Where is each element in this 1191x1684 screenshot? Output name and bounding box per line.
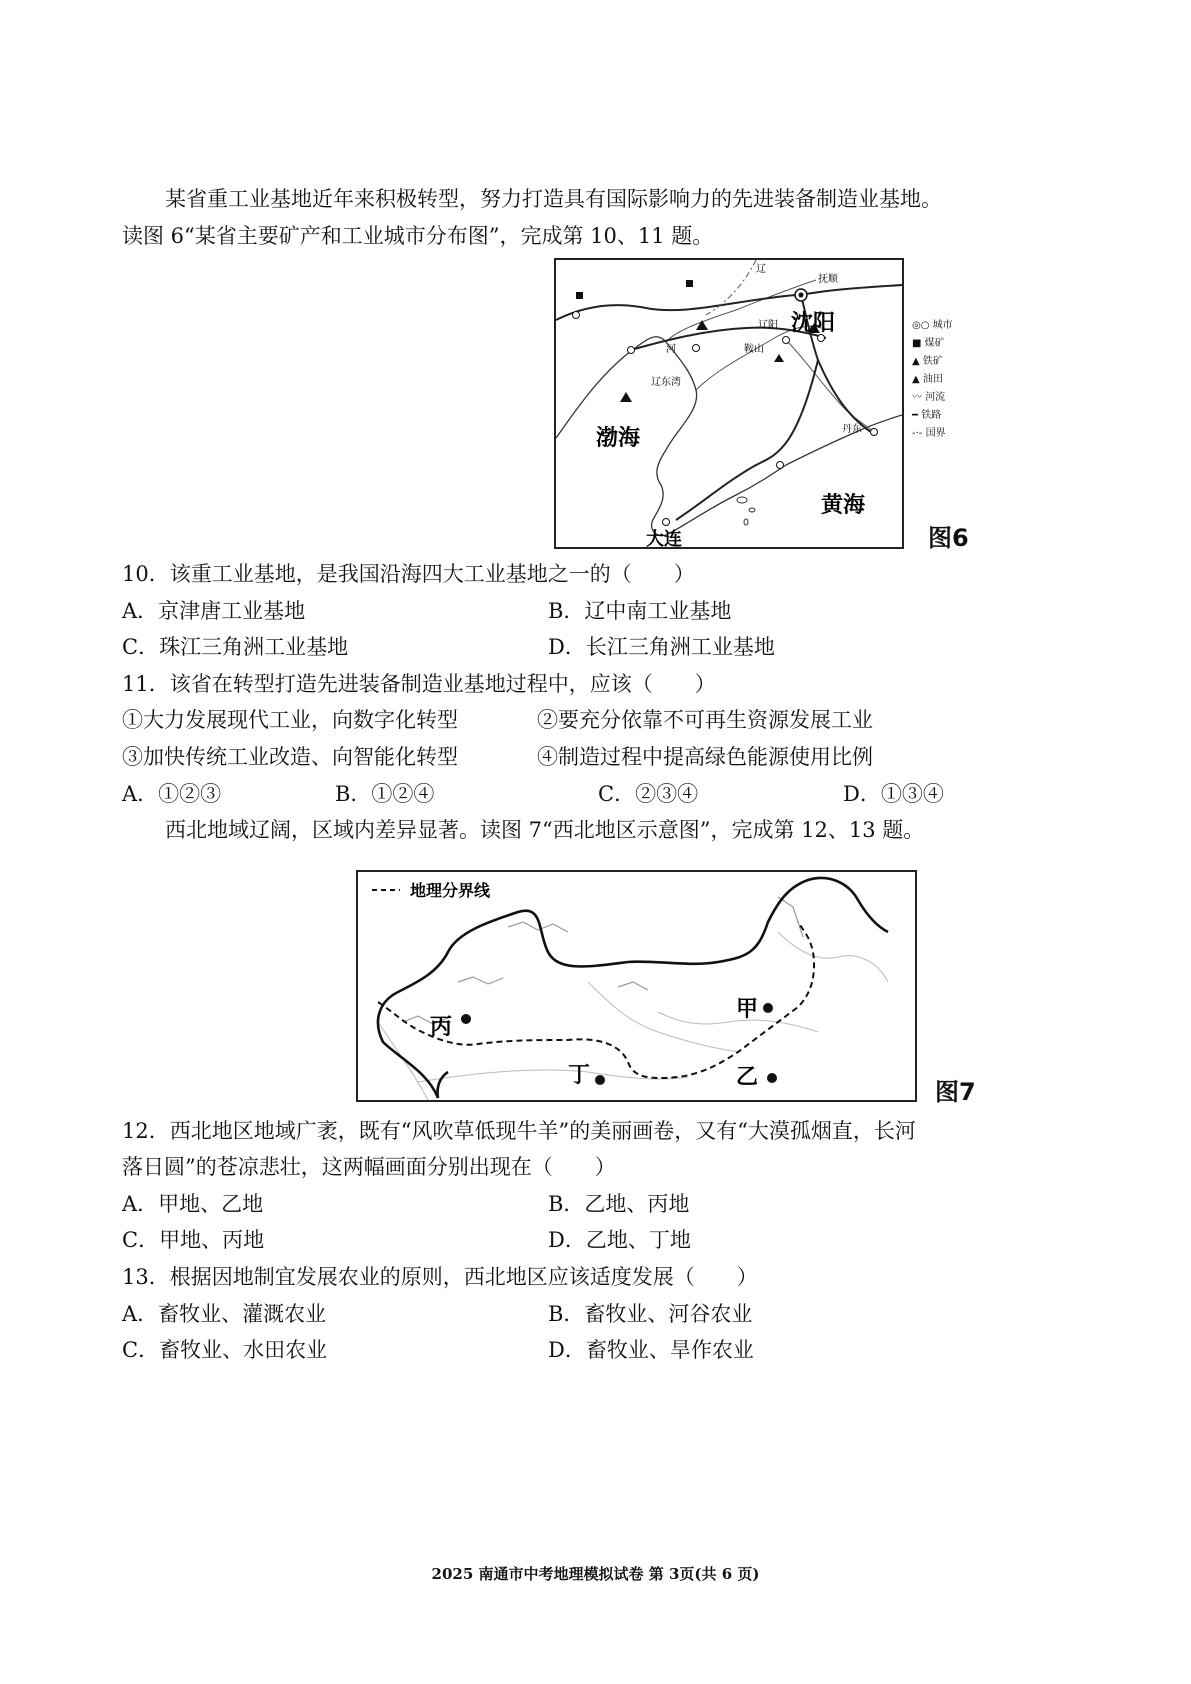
q10-option-d: D．长江三角洲工业基地 [548,635,775,659]
legend-river: 〰 河流 [912,392,946,403]
q11-option-b: B．①②④ [335,782,435,806]
border-icon: -·- [912,428,923,439]
legend-railway: ━ 铁路 [912,410,942,421]
figure-7-caption: 图7 [935,1078,976,1106]
label-shenyang: 沈阳 [791,311,836,336]
oil-icon: ▲ [912,374,920,385]
point-yi-label: 乙 [736,1065,759,1090]
q10-stem: 10．该重工业基地，是我国沿海四大工业基地之一的（ ） [122,562,695,586]
q13-option-a: A．畜牧业、灌溉农业 [122,1302,327,1326]
point-jia-dot [763,1003,773,1013]
q13-stem: 13．根据因地制宜发展农业的原则，西北地区应该适度发展（ ） [122,1265,758,1289]
label-dalian: 大连 [646,529,682,547]
label-he: 河 [666,344,676,355]
q13-option-c: C．畜牧业、水田农业 [122,1338,328,1362]
intro-paragraph-line-2: 读图 6“某省主要矿产和工业城市分布图”，完成第 10、11 题。 [122,224,714,248]
legend-coal: ■ 煤矿 [912,338,945,349]
q10-option-b: B．辽中南工业基地 [548,599,732,623]
legend-iron: ▲ 铁矿 [912,356,943,367]
label-fushun: 抚顺 [818,274,838,285]
q11-statement-3: ③加快传统工业改造、向智能化转型 [122,745,458,769]
q12-option-a: A．甲地、乙地 [122,1192,264,1216]
q12-stem-line-2: 落日圆”的苍凉悲壮，这两幅画面分别出现在（ ） [122,1155,616,1179]
label-liaoyang: 辽阳 [758,320,778,331]
q11-statement-1: ①大力发展现代工业，向数字化转型 [122,708,458,732]
liaoning-map [556,260,902,547]
figure-6-caption: 图6 [928,524,969,552]
q11-option-c: C．②③④ [598,782,699,806]
point-bing-label: 丙 [430,1015,453,1040]
q11-stem: 11．该省在转型打造先进装备制造业基地过程中，应该（ ） [122,672,716,696]
point-bing-dot [461,1014,471,1024]
intro-paragraph-2: 西北地域辽阔，区域内差异显著。读图 7“西北地区示意图”，完成第 12、13 题。 [165,818,925,842]
q13-option-b: B．畜牧业、河谷农业 [548,1302,753,1326]
label-bohai: 渤海 [596,426,641,451]
point-ding-dot [595,1075,605,1085]
q10-option-c: C．珠江三角洲工业基地 [122,635,349,659]
point-ding-label: 丁 [568,1063,591,1088]
coal-icon: ■ [912,338,922,349]
iron-icon: ▲ [912,356,920,367]
label-anshan: 鞍山 [744,344,764,355]
label-liaodong-bay: 辽东湾 [651,377,681,388]
q11-statement-4: ④制造过程中提高绿色能源使用比例 [537,745,873,769]
city-icon: ◎○ [912,320,930,331]
intro-paragraph-line-1: 某省重工业基地近年来积极转型，努力打造具有国际影响力的先进装备制造业基地。 [165,187,942,211]
railway-icon: ━ [912,410,919,421]
fig7-legend-label: 地理分界线 [410,881,491,900]
q11-statement-2: ②要充分依靠不可再生资源发展工业 [537,708,873,732]
figure-6-legend [912,317,972,443]
page-footer: 2025 南通市中考地理模拟试卷 第 3页(共 6 页) [431,1565,760,1583]
label-liao: 辽 [756,264,766,275]
label-dandong: 丹东 [842,424,862,435]
q12-option-b: B．乙地、丙地 [548,1192,690,1216]
q12-option-d: D．乙地、丁地 [548,1228,691,1252]
point-yi-dot [767,1073,777,1083]
figure-7-map [356,870,917,1102]
legend-border: -·- 国界 [912,428,946,439]
legend-city: ◎○ 城市 [912,320,953,331]
q13-option-d: D．畜牧业、旱作农业 [548,1338,754,1362]
river-icon: 〰 [912,392,922,403]
q11-option-a: A．①②③ [122,782,222,806]
label-huanghai: 黄海 [821,493,866,518]
q12-stem-line-1: 12．西北地区地域广袤，既有“风吹草低现牛羊”的美丽画卷，又有“大漠孤烟直，长河 [122,1119,916,1143]
northwest-china-map [358,872,915,1100]
q12-option-c: C．甲地、丙地 [122,1228,265,1252]
figure-6-map [554,258,904,549]
q10-option-a: A．京津唐工业基地 [122,599,306,623]
q11-option-d: D．①③④ [843,782,944,806]
legend-oil: ▲ 油田 [912,374,943,385]
point-jia-label: 甲 [736,997,759,1022]
